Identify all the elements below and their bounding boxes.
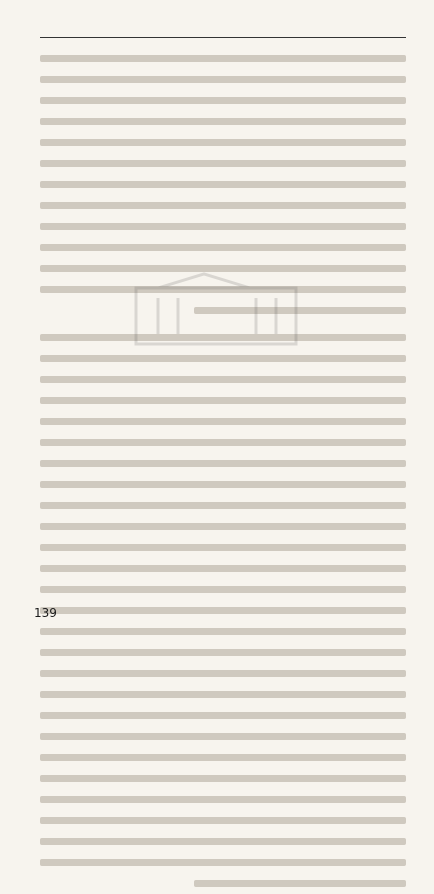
text-line [40, 237, 406, 258]
text-line [40, 810, 406, 831]
paragraph [40, 48, 406, 321]
text-line [40, 300, 406, 321]
text-line [40, 369, 406, 390]
text-line [40, 474, 406, 495]
text-line [40, 873, 406, 894]
text-line [40, 411, 406, 432]
text-line [40, 48, 406, 69]
text-line [40, 768, 406, 789]
text-line [40, 348, 406, 369]
text-line [40, 600, 406, 621]
text-line [40, 195, 406, 216]
text-line [40, 216, 406, 237]
text-line [40, 642, 406, 663]
page-body [40, 48, 406, 894]
text-line [40, 174, 406, 195]
text-line [40, 663, 406, 684]
text-line [40, 747, 406, 768]
text-line [40, 621, 406, 642]
text-line [40, 132, 406, 153]
text-line [40, 69, 406, 90]
text-line [40, 153, 406, 174]
text-line [40, 258, 406, 279]
text-line [40, 579, 406, 600]
running-header [40, 16, 406, 38]
text-line [40, 327, 406, 348]
text-line [40, 726, 406, 747]
page-number: 139 [34, 606, 57, 620]
text-line [40, 453, 406, 474]
text-line [40, 705, 406, 726]
text-line [40, 852, 406, 873]
text-line [40, 558, 406, 579]
text-line [40, 831, 406, 852]
paragraph [40, 327, 406, 894]
text-line [40, 537, 406, 558]
text-line [40, 684, 406, 705]
text-line [40, 789, 406, 810]
text-line [40, 279, 406, 300]
text-line [40, 111, 406, 132]
text-line [40, 390, 406, 411]
text-line [40, 516, 406, 537]
text-line [40, 495, 406, 516]
text-line [40, 432, 406, 453]
text-line [40, 90, 406, 111]
